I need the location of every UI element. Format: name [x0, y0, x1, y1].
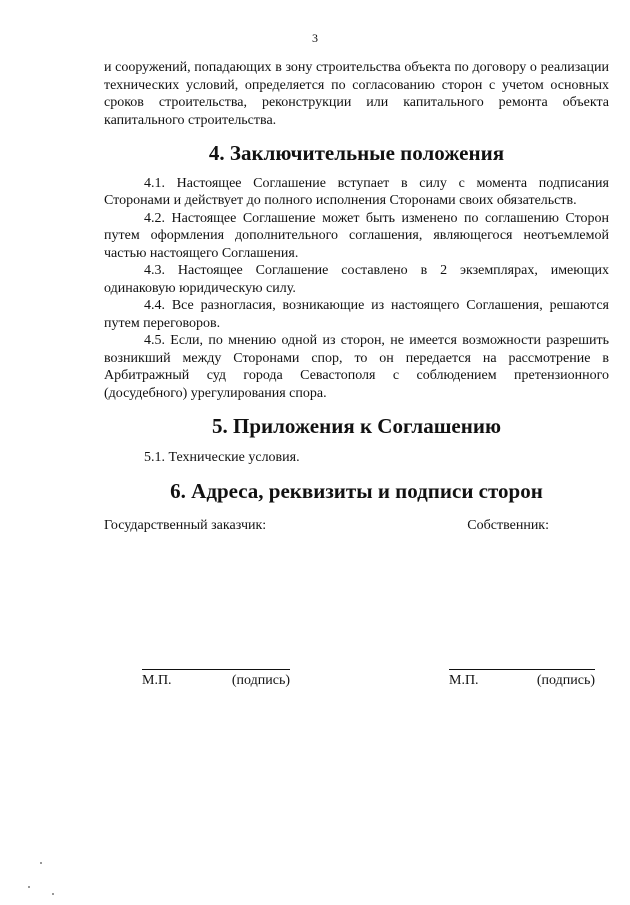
parties-row: [104, 517, 549, 535]
scan-speck: [28, 886, 30, 888]
clause-5-1: 5.1. Технические условия.: [144, 449, 300, 465]
stamp-label: М.П.: [142, 673, 172, 688]
clause-4-1: 4.1. Настоящее Соглашение вступает в силу с момента подписания Сторонами и действует до полного исполнения Сторонами своих обязательств.: [104, 175, 609, 208]
signature-line: [142, 669, 290, 670]
signature-caption: (подпись): [231, 673, 290, 688]
signature-block-customer: [142, 669, 290, 690]
stamp-label: М.П.: [449, 673, 479, 688]
signature-block-owner: [449, 669, 595, 690]
clause-4-5: 4.5. Если, по мнению одной из сторон, не имеется возможности разрешить возникший между Сторонами спор, то он передается на рассмотрение в Арбитражный суд города Севастополя с соблюдением претензионного (досудебного) урегулирования спора.: [104, 333, 609, 401]
document-body: [104, 59, 609, 534]
intro-paragraph: и сооружений, попадающих в зону строительства объекта по договору о реализации технических условий, определяется по согласованию сторон с учетом основных сроков строительства, реконструкции или капитального ремонта объекта капитального строительства.: [104, 60, 609, 128]
party-customer-label: Государственный заказчик:: [104, 517, 267, 533]
scan-speck: [52, 893, 54, 895]
page-number: 3: [312, 31, 318, 45]
clause-4-3: 4.3. Настоящее Соглашение составлено в 2 экземплярах, имеющих одинаковую юридическую силу.: [104, 263, 609, 296]
scan-speck: [40, 862, 42, 864]
section-5-title: 5. Приложения к Соглашению: [211, 414, 502, 438]
signature-caption: (подпись): [536, 673, 595, 688]
section-6-title: 6. Адреса, реквизиты и подписи сторон: [170, 479, 543, 503]
signature-line: [449, 669, 595, 670]
party-owner-label: Собственник:: [467, 517, 549, 533]
section-4-title: 4. Заключительные положения: [208, 141, 505, 165]
clause-4-4: 4.4. Все разногласия, возникающие из настоящего Соглашения, решаются путем переговоров.: [104, 298, 609, 331]
clause-4-2: 4.2. Настоящее Соглашение может быть изменено по соглашению Сторон путем оформления дополнительного соглашения, являющегося неотъемлемой частью настоящего Соглашения.: [104, 210, 609, 261]
